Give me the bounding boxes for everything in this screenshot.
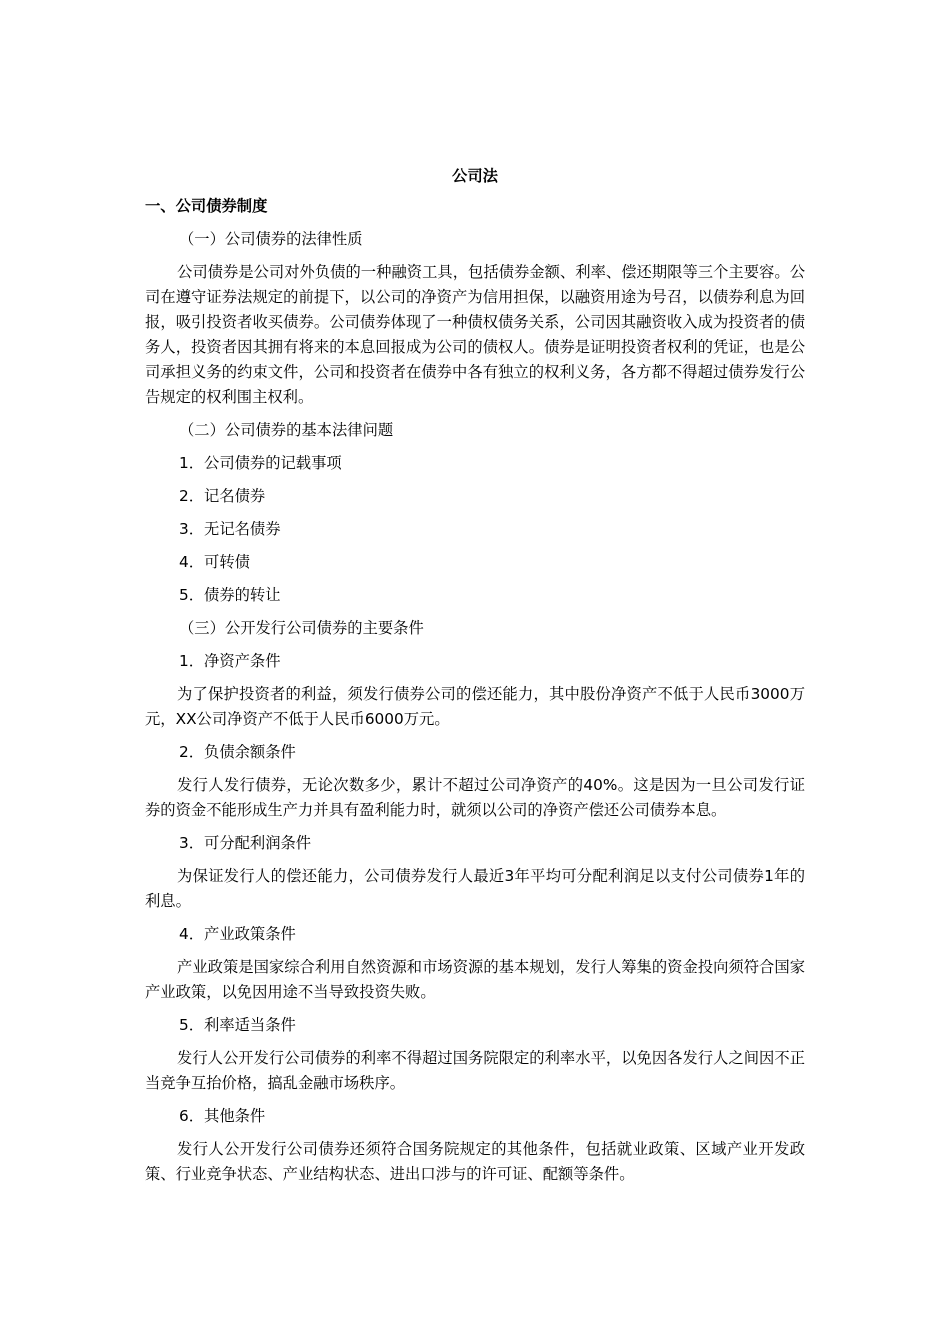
document-title: 公司法: [452, 167, 498, 185]
paragraph: 产业政策是国家综合利用自然资源和市场资源的基本规划，发行人筹集的资金投向须符合国家产业政策，以免因用途不当导致投资失败。: [145, 958, 805, 1001]
list-item: 4．可转债: [179, 553, 250, 571]
subsection-heading: （三）公开发行公司债券的主要条件: [179, 619, 424, 637]
document-page: [145, 164, 805, 1195]
list-item: 2．记名债券: [179, 487, 266, 505]
subsection-heading: （一）公司债券的法律性质: [179, 230, 363, 248]
subsection-heading: （二）公司债券的基本法律问题: [179, 421, 394, 439]
paragraph: 为保证发行人的偿还能力，公司债券发行人最近3年平均可分配利润足以支付公司债券1年的利息。: [145, 867, 805, 910]
paragraph: 公司债券是公司对外负债的一种融资工具，包括债券金额、利率、偿还期限等三个主要容。公司在遵守证券法规定的前提下，以公司的净资产为信用担保，以融资用途为号召，以债券利息为回报，吸引投资者收买债券。公司债券体现了一种债权债务关系，公司因其融资收入成为投资者的债务人，投资者因其拥有将来的本息回报成为公司的债权人。债券是证明投资者权利的凭证，也是公司承担义务的约束文件，公司和投资者在债券中各有独立的权利义务，各方都不得超过债券发行公告规定的权利围主权利。: [145, 263, 805, 406]
condition-heading: 5．利率适当条件: [179, 1016, 296, 1034]
paragraph: 发行人发行债券，无论次数多少，累计不超过公司净资产的40%。这是因为一旦公司发行证券的资金不能形成生产力并具有盈利能力时，就须以公司的净资产偿还公司债券本息。: [145, 776, 805, 819]
section-heading: 一、公司债券制度: [145, 197, 268, 215]
condition-heading: 2．负债余额条件: [179, 743, 296, 761]
condition-heading: 6．其他条件: [179, 1107, 266, 1125]
paragraph: 为了保护投资者的利益，须发行债券公司的偿还能力，其中股份净资产不低于人民币3000万元，XX公司净资产不低于人民币6000万元。: [145, 685, 805, 728]
list-item: 1．公司债券的记载事项: [179, 454, 342, 472]
condition-heading: 1．净资产条件: [179, 652, 281, 670]
paragraph: 发行人公开发行公司债券的利率不得超过国务院限定的利率水平，以免因各发行人之间因不正当竞争互抬价格，搞乱金融市场秩序。: [145, 1049, 805, 1092]
condition-heading: 4．产业政策条件: [179, 925, 296, 943]
paragraph: 发行人公开发行公司债券还须符合国务院规定的其他条件，包括就业政策、区域产业开发政策、行业竞争状态、产业结构状态、进出口涉与的许可证、配额等条件。: [145, 1140, 805, 1183]
condition-heading: 3．可分配利润条件: [179, 834, 312, 852]
list-item: 5．债券的转让: [179, 586, 281, 604]
list-item: 3．无记名债券: [179, 520, 281, 538]
